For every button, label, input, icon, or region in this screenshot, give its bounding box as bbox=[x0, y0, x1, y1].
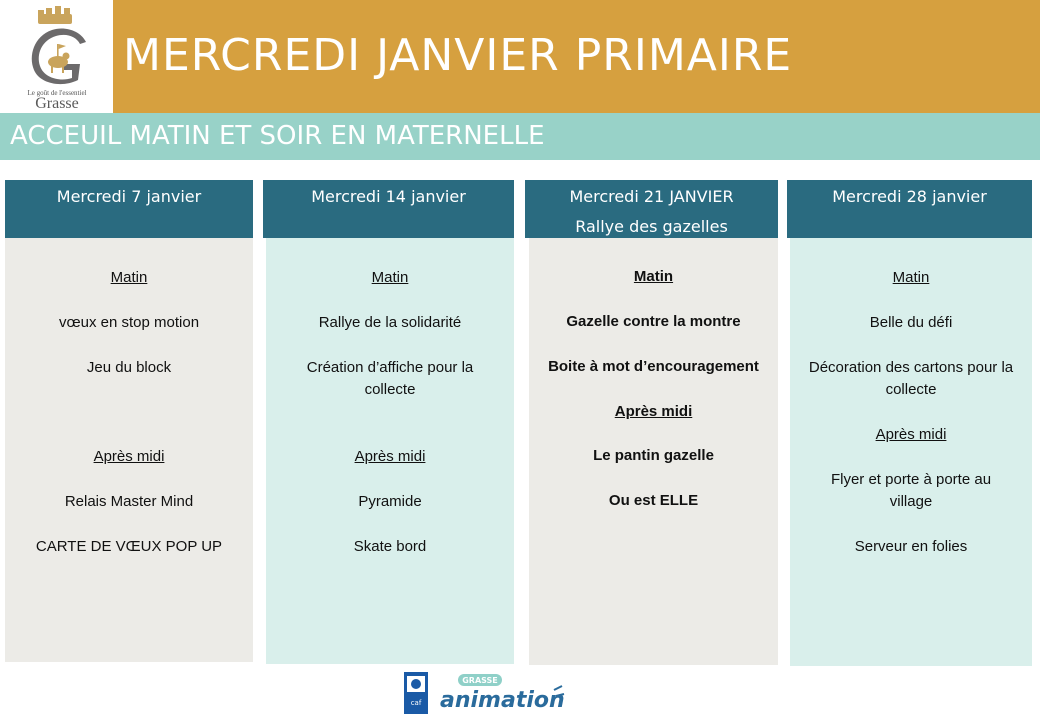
caf-text: caf bbox=[410, 699, 422, 707]
column-heading: Mercredi 7 janvier bbox=[56, 187, 202, 206]
column-heading: Mercredi 28 janvier bbox=[832, 187, 987, 206]
title-banner bbox=[113, 0, 1040, 113]
column-body-3 bbox=[529, 238, 778, 665]
column-header-1 bbox=[5, 180, 253, 238]
brand-small-text: GRASSE bbox=[462, 676, 498, 685]
schedule-item: Skate bord bbox=[353, 538, 427, 555]
column-subheading: Rallye des gazelles bbox=[575, 217, 728, 236]
schedule-item: Le pantin gazelle bbox=[593, 447, 714, 464]
schedule-item-apres-midi: Après midi bbox=[354, 448, 426, 465]
page-title: MERCREDI JANVIER PRIMAIRE bbox=[123, 30, 793, 81]
schedule-item: Boite à mot d’encouragement bbox=[548, 358, 759, 375]
footer-logos bbox=[404, 672, 604, 716]
schedule-item-matin: Matin bbox=[633, 268, 674, 285]
schedule-item: Rallye de la solidarité bbox=[318, 314, 462, 331]
schedule-item-apres-midi: Après midi bbox=[875, 426, 947, 443]
page-subtitle: ACCEUIL MATIN ET SOIR EN MATERNELLE bbox=[10, 121, 545, 151]
column-body-1 bbox=[5, 238, 253, 662]
schedule-item-matin: Matin bbox=[371, 269, 409, 286]
schedule-item: Jeu du block bbox=[86, 359, 172, 376]
column-heading: Mercredi 21 JANVIER bbox=[569, 187, 734, 206]
schedule-item-apres-midi: Après midi bbox=[614, 403, 693, 420]
column-body-2 bbox=[266, 238, 514, 664]
schedule-item: Belle du défi bbox=[869, 314, 953, 331]
schedule-item-matin: Matin bbox=[110, 269, 148, 286]
logo-wordmark: Grasse bbox=[35, 95, 79, 112]
schedule-item: Création d’affiche pour la collecte bbox=[306, 359, 474, 398]
brand-big-text: animation bbox=[440, 688, 565, 713]
schedule-item: vœux en stop motion bbox=[58, 314, 200, 331]
schedule-item: Relais Master Mind bbox=[64, 493, 194, 510]
grasse-logo bbox=[0, 0, 113, 113]
schedule-item: Décoration des cartons pour la collecte bbox=[808, 359, 1014, 398]
column-header-3 bbox=[525, 180, 778, 238]
grasse-animation-logo bbox=[440, 674, 565, 713]
schedule-item-apres-midi: Après midi bbox=[93, 448, 165, 465]
column-header-4 bbox=[787, 180, 1032, 238]
subtitle-banner bbox=[0, 113, 1040, 160]
schedule-item: Flyer et porte à porte au village bbox=[830, 471, 992, 510]
column-heading: Mercredi 14 janvier bbox=[311, 187, 466, 206]
schedule-item: Gazelle contre la montre bbox=[566, 313, 741, 330]
schedule-item: Ou est ELLE bbox=[608, 492, 699, 509]
schedule-item: Pyramide bbox=[358, 493, 422, 510]
logo-tagline: Le goût de l'essentiel bbox=[27, 89, 87, 97]
column-header-2 bbox=[263, 180, 514, 238]
schedule-item: CARTE DE VŒUX POP UP bbox=[35, 538, 223, 555]
schedule-item: Serveur en folies bbox=[854, 538, 968, 555]
column-body-4 bbox=[790, 238, 1032, 666]
caf-logo bbox=[404, 672, 428, 714]
schedule-item-matin: Matin bbox=[892, 269, 930, 286]
